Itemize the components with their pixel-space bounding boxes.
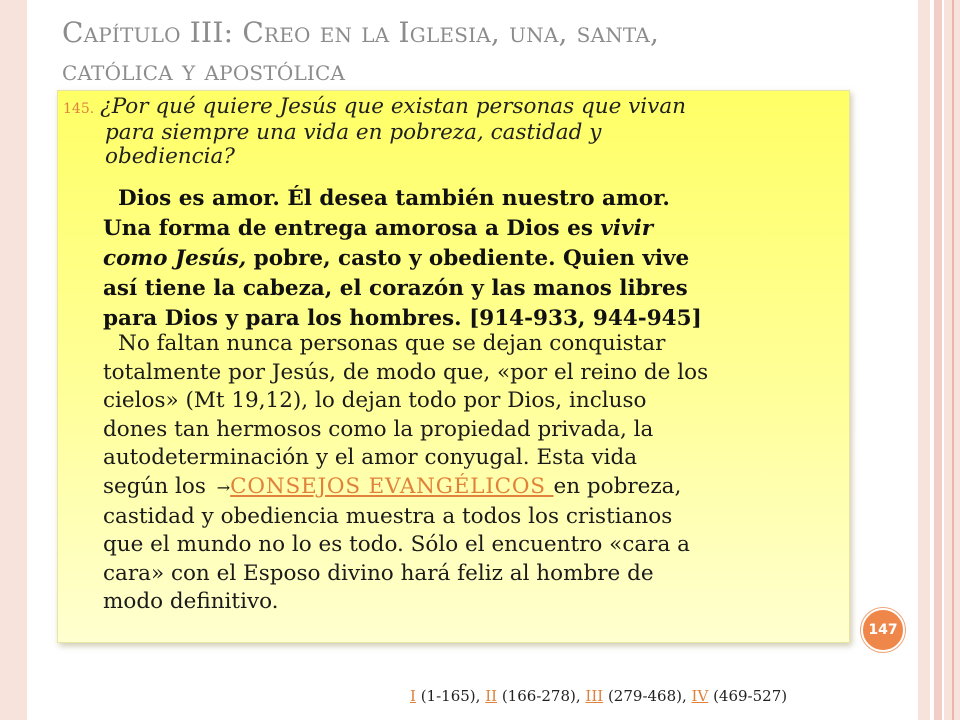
answer-block [103,184,843,334]
para-line4: dones tan hermosos como la propiedad privada, la [103,416,654,442]
answer-line3b: pobre, casto y obediente. Quien vive [246,246,690,271]
para-line3: cielos» (Mt 19,12), lo dejan todo por Dios, incluso [103,388,647,414]
part-navigation [410,686,850,706]
question-number: 145. [63,101,95,117]
answer-line3a: como Jesús, [103,246,247,271]
part-link-3[interactable]: III [585,687,604,705]
slide-title-line2: católica y apostólica [62,54,346,87]
para-line6b: en pobreza, [553,473,682,499]
para-line9: cara» con el Esposo divino hará feliz al hombre de [103,560,654,586]
para-line6a: según los [103,473,213,499]
part-link-2[interactable]: II [485,687,498,705]
right-decorative-bar-dark [934,0,942,720]
right-decorative-line [952,0,954,720]
part-range-4: (469-527) [708,687,788,705]
para-line7: castidad y obediencia muestra a todos los cristianos [103,503,673,529]
question-line2: para siempre una vida en pobreza, castidad y [105,120,602,145]
para-line10: modo definitivo. [103,589,279,615]
slide-title [62,14,892,90]
answer-line2b: vivir [600,216,654,241]
left-decorative-bar [0,0,27,720]
question-line1: ¿Por qué quiere Jesús que existan personas que vivan [100,94,686,119]
part-range-3: (279-468), [603,687,692,705]
part-link-1[interactable]: I [410,687,416,705]
para-line8: que el mundo no lo es todo. Sólo el encuentro «cara a [103,532,690,558]
part-range-1: (1-165), [415,687,486,705]
answer-line2a: Una forma de entrega amorosa a Dios es [103,216,601,241]
right-decorative-bar [918,0,930,720]
answer-line5: para Dios y para los hombres. [914-933, 944-945] [103,306,702,331]
answer-line1: Dios es amor. Él desea también nuestro amor. [118,186,670,211]
page-number-badge: 147 [861,608,905,652]
para-line1: No faltan nunca personas que se dejan conquistar [118,331,666,356]
part-range-2: (166-278), [497,687,586,705]
arrow-right-icon: → [216,477,231,497]
question-block [63,95,833,169]
para-line2: totalmente por Jesús, de modo que, «por el reino de los [103,359,709,385]
consejos-evangelicos-link[interactable]: CONSEJOS EVANGÉLICOS [230,473,554,499]
slide-title-line1: Capítulo III: Creo en la Iglesia, una, santa, [62,16,660,49]
answer-line4: así tiene la cabeza, el corazón y las manos libres [103,276,688,301]
para-line5: autodeterminación y el amor conyugal. Esta vida [103,445,638,471]
question-line3: obediencia? [105,144,235,169]
part-link-4[interactable]: IV [691,687,709,705]
explanation-paragraph [103,330,848,617]
